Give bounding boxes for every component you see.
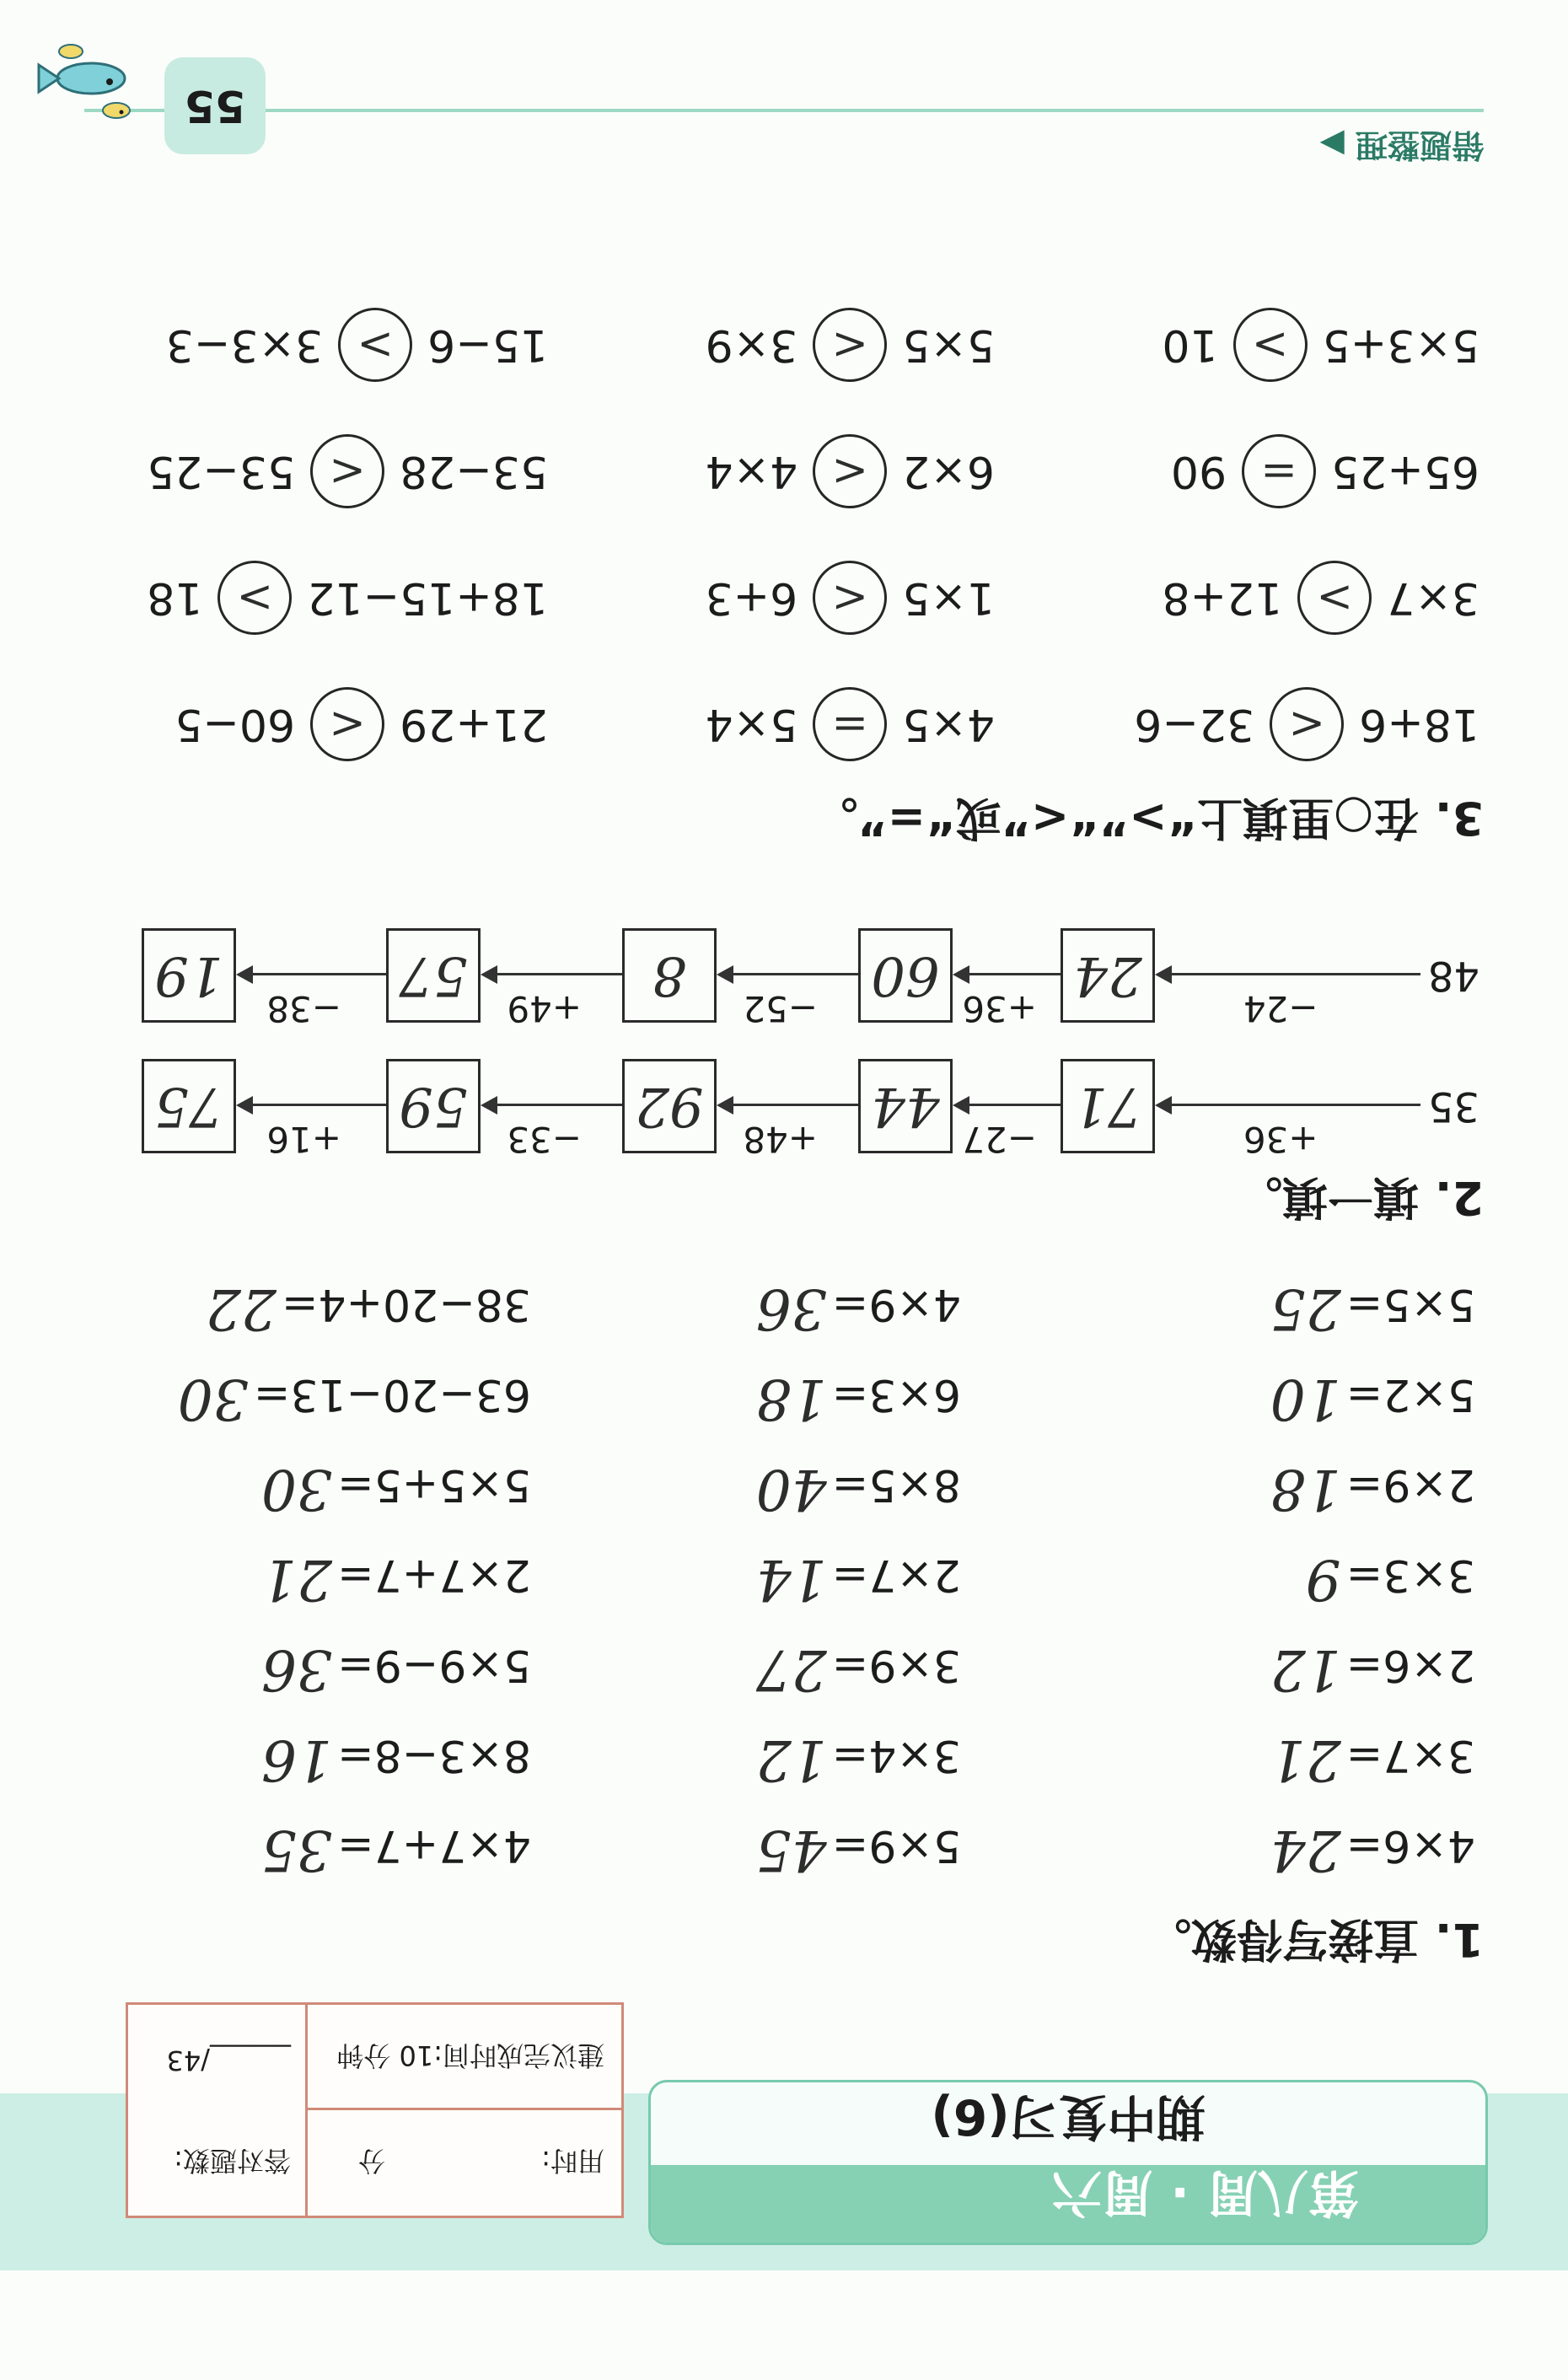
comparison-circle: <	[1270, 687, 1344, 761]
comparison-left: 1×5	[902, 572, 995, 623]
chain-arrow-line	[496, 1104, 622, 1106]
equation-question: 3×7=	[1345, 1730, 1475, 1781]
comparison-left: 4×5	[902, 699, 995, 749]
chain-operation: −38	[266, 988, 341, 1029]
suggested-time: 建议完成时间:10 分钟	[336, 2039, 604, 2071]
page-number: 55	[164, 57, 266, 154]
chain-operation: −24	[1243, 988, 1318, 1029]
handwritten-answer: 36	[261, 1637, 333, 1702]
equation	[1270, 1727, 1475, 1792]
equation-question: 2×9=	[1345, 1459, 1475, 1510]
chain-arrow-line	[496, 973, 622, 975]
chain-operation: −52	[743, 988, 818, 1029]
equation	[261, 1818, 531, 1883]
comparison-right: 18	[147, 572, 203, 623]
comparison-right: 10	[1162, 320, 1218, 370]
answer-box: 57	[386, 928, 481, 1023]
equation	[1270, 1457, 1475, 1522]
answer-box: 59	[386, 1059, 481, 1153]
comparison-left: 5×3+5	[1322, 320, 1479, 370]
handwritten-answer: 9	[1305, 1547, 1341, 1612]
comparison-right: 90	[1170, 446, 1227, 497]
equation-question: 2×7+7=	[337, 1550, 531, 1600]
equation	[261, 1547, 531, 1612]
equation-question: 5×5=	[1345, 1279, 1475, 1330]
section-2-title: 2. 填一填。	[1237, 1171, 1484, 1224]
info-divider	[305, 2005, 308, 2216]
handwritten-answer: 22	[205, 1276, 277, 1341]
comparison-left: 53−28	[400, 446, 548, 497]
equation	[1270, 1367, 1475, 1432]
header-week-strip	[651, 2162, 1485, 2243]
handwritten-answer: 14	[755, 1547, 827, 1612]
handwritten-answer: 18	[755, 1367, 827, 1432]
section-1-title: 1. 直接写得数。	[1146, 1913, 1484, 1966]
chain-arrow-line	[732, 973, 858, 975]
comparison-item	[706, 687, 996, 761]
equation	[206, 1276, 531, 1341]
chain-start-value: 48	[1427, 952, 1479, 999]
handwritten-answer: 18	[1270, 1457, 1341, 1522]
equation	[756, 1727, 961, 1792]
comparison-right: 3×9	[705, 320, 798, 370]
minutes-label: 分	[357, 2145, 385, 2177]
equation-question: 8×5=	[831, 1459, 961, 1510]
comparison-left: 21+29	[400, 699, 548, 749]
comparison-right: 5×4	[705, 699, 798, 749]
chain-operation: +48	[743, 1119, 818, 1160]
equation-question: 2×6=	[1345, 1640, 1475, 1690]
comparison-circle: =	[1242, 434, 1316, 508]
comparison-circle: >	[1233, 308, 1308, 382]
equation	[261, 1637, 531, 1702]
equation	[756, 1818, 961, 1883]
chain-arrow-line	[732, 1104, 858, 1106]
comparison-right: 3×3−3	[165, 320, 324, 370]
comparison-right: 32−6	[1134, 699, 1255, 749]
comparison-right: 6+3	[705, 572, 798, 623]
equation-question: 3×4=	[831, 1730, 961, 1781]
chain-operation: −33	[507, 1119, 582, 1160]
equation-question: 3×9=	[831, 1640, 961, 1690]
answer-box: 24	[1061, 928, 1155, 1023]
handwritten-answer: 16	[261, 1727, 333, 1792]
comparison-left: 65+25	[1331, 446, 1479, 497]
answer-box: 19	[142, 928, 236, 1023]
equation-question: 4×9=	[831, 1279, 961, 1330]
correct-count-label: 答对题数:	[174, 2145, 291, 2177]
section-3-title: 3. 在○里填上“>”“<”或“=”。	[812, 792, 1484, 845]
error-review-label: 错题整理 ▶	[1319, 126, 1484, 164]
handwritten-answer: 35	[261, 1818, 333, 1883]
comparison-item	[147, 434, 548, 508]
equation-question: 5×5+5=	[337, 1459, 531, 1510]
comparison-right: 60−5	[175, 699, 296, 749]
arrow-head-icon	[953, 1096, 969, 1115]
handwritten-answer: 10	[1270, 1367, 1341, 1432]
equation-question: 38−20+4=	[281, 1279, 531, 1330]
arrow-head-icon	[717, 965, 733, 984]
equation	[178, 1367, 531, 1432]
comparison-circle: <	[310, 687, 384, 761]
week-label: 第八周 · 周六	[1051, 2162, 1359, 2222]
comparison-circle: >	[217, 561, 292, 635]
comparison-right: 12+8	[1162, 572, 1283, 623]
comparison-item	[1134, 687, 1479, 761]
comparison-right: 53−25	[147, 446, 296, 497]
answer-box: 75	[142, 1059, 236, 1153]
comparison-item	[166, 308, 548, 382]
arrow-head-icon	[1155, 1096, 1172, 1115]
equation	[1270, 1637, 1475, 1702]
chain-arrow-line	[251, 973, 386, 975]
arrow-head-icon	[1155, 965, 1172, 984]
chain-start-value: 35	[1427, 1083, 1479, 1130]
handwritten-answer: 30	[261, 1457, 333, 1522]
handwritten-answer: 24	[1270, 1818, 1341, 1883]
handwritten-answer: 25	[1270, 1276, 1341, 1341]
chain-arrow-line	[968, 1104, 1061, 1106]
equation-question: 6×3=	[831, 1369, 961, 1420]
comparison-left: 18+6	[1359, 699, 1479, 749]
handwritten-answer: 21	[1270, 1727, 1341, 1792]
arrow-head-icon	[953, 965, 969, 984]
equation	[1270, 1818, 1475, 1883]
chain-operation: +36	[1243, 1119, 1318, 1160]
info-divider	[308, 2108, 621, 2110]
comparison-circle: =	[813, 687, 887, 761]
chain-arrow-line	[251, 1104, 386, 1106]
arrow-head-icon	[236, 965, 253, 984]
comparison-circle: <	[813, 308, 887, 382]
chain-arrow-line	[1170, 973, 1420, 975]
score-field: ______/43	[166, 2044, 291, 2076]
equation-question: 4×7+7=	[337, 1820, 531, 1871]
footer-divider	[84, 109, 1484, 112]
handwritten-answer: 30	[177, 1367, 249, 1432]
equation	[756, 1457, 961, 1522]
answer-box: 92	[622, 1059, 717, 1153]
comparison-circle: <	[310, 434, 384, 508]
handwritten-answer: 21	[261, 1547, 333, 1612]
answer-box: 60	[858, 928, 953, 1023]
comparison-left: 6×2	[902, 446, 995, 497]
equation	[756, 1276, 961, 1341]
equation-question: 5×2=	[1345, 1369, 1475, 1420]
handwritten-answer: 27	[755, 1637, 827, 1702]
page-title: 期中复习(6)	[931, 2088, 1206, 2146]
answer-box: 71	[1061, 1059, 1155, 1153]
handwritten-answer: 36	[755, 1276, 827, 1341]
handwritten-answer: 12	[755, 1727, 827, 1792]
comparison-circle: <	[813, 434, 887, 508]
comparison-circle: >	[1297, 561, 1372, 635]
comparison-circle: >	[338, 308, 412, 382]
comparison-left: 15−6	[427, 320, 548, 370]
arrow-head-icon	[481, 965, 497, 984]
comparison-item	[706, 308, 996, 382]
handwritten-answer: 45	[755, 1818, 827, 1883]
equation	[261, 1457, 531, 1522]
equation-question: 5×9=	[831, 1820, 961, 1871]
equation-question: 4×6=	[1345, 1820, 1475, 1871]
chain-operation: +49	[507, 988, 582, 1029]
equation	[1306, 1547, 1475, 1612]
equation-question: 8×3−8=	[337, 1730, 531, 1781]
comparison-item	[1162, 308, 1479, 382]
equation-question: 5×9−9=	[337, 1640, 531, 1690]
comparison-item	[147, 561, 548, 635]
equation-question: 63−20−13=	[253, 1369, 531, 1420]
chain-operation: −27	[962, 1119, 1037, 1160]
comparison-item	[706, 434, 996, 508]
equation	[756, 1637, 961, 1702]
comparison-circle: <	[813, 561, 887, 635]
arrow-head-icon	[717, 1096, 733, 1115]
equation	[261, 1727, 531, 1792]
comparison-left: 18+15−12	[307, 572, 548, 623]
handwritten-answer: 12	[1270, 1637, 1341, 1702]
time-used-label: 用时:	[541, 2145, 604, 2177]
chain-arrow-line	[1170, 1104, 1420, 1106]
comparison-left: 5×5	[902, 320, 995, 370]
comparison-item	[706, 561, 996, 635]
chain-operation: +36	[962, 988, 1037, 1029]
answer-box: 44	[858, 1059, 953, 1153]
comparison-item	[175, 687, 548, 761]
arrow-head-icon	[236, 1096, 253, 1115]
handwritten-answer: 40	[755, 1457, 827, 1522]
equation	[756, 1547, 961, 1612]
header-pill	[648, 2080, 1488, 2245]
equation-question: 2×7=	[831, 1550, 961, 1600]
comparison-item	[1171, 434, 1479, 508]
arrow-head-icon	[481, 1096, 497, 1115]
equation	[756, 1367, 961, 1432]
chain-operation: +16	[266, 1119, 341, 1160]
info-box	[126, 2002, 624, 2218]
comparison-left: 3×7	[1387, 572, 1479, 623]
equation	[1270, 1276, 1475, 1341]
comparison-item	[1162, 561, 1479, 635]
equation-question: 3×3=	[1345, 1550, 1475, 1600]
chain-arrow-line	[968, 973, 1061, 975]
comparison-right: 4×4	[705, 446, 798, 497]
answer-box: 8	[622, 928, 717, 1023]
fish-icon	[34, 36, 143, 129]
